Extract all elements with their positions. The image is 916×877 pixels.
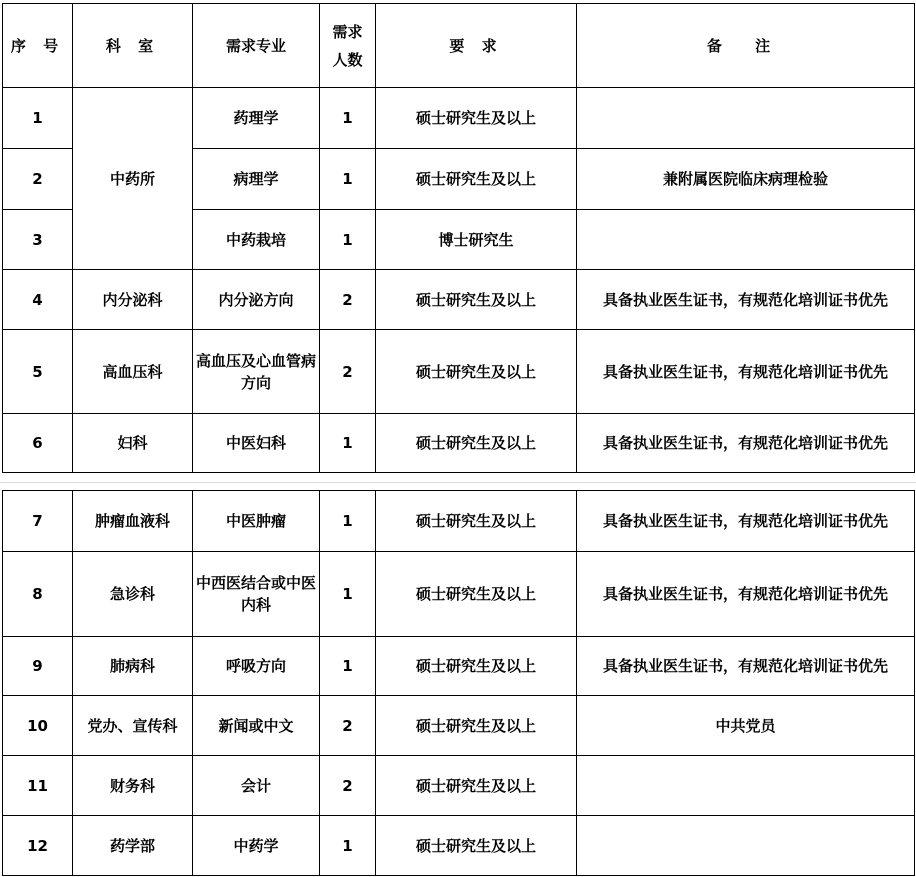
table-row: [3, 756, 915, 816]
cell-dept: 党办、宣传科: [73, 696, 193, 756]
cell-req: 硕士研究生及以上: [376, 816, 577, 876]
cell-count: 2: [320, 756, 376, 816]
cell-req: 硕士研究生及以上: [376, 414, 577, 473]
cell-note: [577, 756, 915, 816]
cell-req: 博士研究生: [376, 210, 577, 270]
cell-count: 1: [320, 414, 376, 473]
table-row: [3, 88, 915, 149]
cell-dept: 肺病科: [73, 637, 193, 696]
cell-req: 硕士研究生及以上: [376, 491, 577, 552]
cell-major: 中药学: [193, 816, 320, 876]
cell-count: 1: [320, 491, 376, 552]
cell-dept: 内分泌科: [73, 270, 193, 330]
cell-major: 中医肿瘤: [193, 491, 320, 552]
table-row: [3, 491, 915, 552]
table-row: [3, 637, 915, 696]
cell-req: 硕士研究生及以上: [376, 149, 577, 210]
cell-count: 1: [320, 149, 376, 210]
cell-dept: 肿瘤血液科: [73, 491, 193, 552]
cell-seq: 8: [3, 552, 73, 637]
cell-seq: 1: [3, 88, 73, 149]
cell-req: 硕士研究生及以上: [376, 88, 577, 149]
cell-count: 1: [320, 210, 376, 270]
recruitment-table-part-1: [2, 3, 915, 473]
cell-req: 硕士研究生及以上: [376, 330, 577, 414]
table-row: [3, 270, 915, 330]
cell-req: 硕士研究生及以上: [376, 552, 577, 637]
cell-major: 新闻或中文: [193, 696, 320, 756]
cell-note: [577, 210, 915, 270]
cell-major: 中西医结合或中医内科: [193, 552, 320, 637]
cell-seq: 5: [3, 330, 73, 414]
cell-note: [577, 88, 915, 149]
cell-major: 呼吸方向: [193, 637, 320, 696]
cell-note: 具备执业医生证书，有规范化培训证书优先: [577, 491, 915, 552]
cell-seq: 2: [3, 149, 73, 210]
cell-note: 中共党员: [577, 696, 915, 756]
cell-count: 1: [320, 816, 376, 876]
cell-note: 兼附属医院临床病理检验: [577, 149, 915, 210]
cell-seq: 9: [3, 637, 73, 696]
cell-major: 高血压及心血管病方向: [193, 330, 320, 414]
cell-note: 具备执业医生证书，有规范化培训证书优先: [577, 637, 915, 696]
cell-dept: 中药所: [73, 88, 193, 270]
table-row: [3, 816, 915, 876]
table-row: [3, 552, 915, 637]
recruitment-table-part-2: [2, 490, 915, 876]
cell-seq: 4: [3, 270, 73, 330]
cell-note: [577, 816, 915, 876]
cell-note: 具备执业医生证书，有规范化培训证书优先: [577, 414, 915, 473]
cell-major: 药理学: [193, 88, 320, 149]
cell-count: 2: [320, 270, 376, 330]
cell-count: 2: [320, 696, 376, 756]
cell-major: 中药栽培: [193, 210, 320, 270]
cell-dept: 财务科: [73, 756, 193, 816]
cell-note: 具备执业医生证书，有规范化培训证书优先: [577, 330, 915, 414]
cell-seq: 7: [3, 491, 73, 552]
cell-req: 硕士研究生及以上: [376, 637, 577, 696]
header-note: 备 注: [577, 4, 915, 88]
cell-req: 硕士研究生及以上: [376, 756, 577, 816]
cell-seq: 11: [3, 756, 73, 816]
table-header-row: [3, 4, 915, 88]
cell-dept: 药学部: [73, 816, 193, 876]
header-count: 需求人数: [320, 4, 376, 88]
header-dept: 科 室: [73, 4, 193, 88]
header-major: 需求专业: [193, 4, 320, 88]
cell-seq: 12: [3, 816, 73, 876]
cell-major: 会计: [193, 756, 320, 816]
table-row: [3, 696, 915, 756]
cell-note: 具备执业医生证书，有规范化培训证书优先: [577, 552, 915, 637]
cell-dept: 高血压科: [73, 330, 193, 414]
cell-dept: 妇科: [73, 414, 193, 473]
cell-seq: 6: [3, 414, 73, 473]
cell-dept: 急诊科: [73, 552, 193, 637]
cell-req: 硕士研究生及以上: [376, 270, 577, 330]
cell-count: 2: [320, 330, 376, 414]
table-row: [3, 414, 915, 473]
cell-seq: 3: [3, 210, 73, 270]
header-req: 要 求: [376, 4, 577, 88]
cell-count: 1: [320, 88, 376, 149]
cell-note: 具备执业医生证书，有规范化培训证书优先: [577, 270, 915, 330]
header-seq: 序 号: [3, 4, 73, 88]
cell-seq: 10: [3, 696, 73, 756]
page-break-divider: [0, 482, 916, 483]
cell-req: 硕士研究生及以上: [376, 696, 577, 756]
table-row: [3, 330, 915, 414]
cell-count: 1: [320, 637, 376, 696]
cell-major: 中医妇科: [193, 414, 320, 473]
cell-count: 1: [320, 552, 376, 637]
cell-major: 内分泌方向: [193, 270, 320, 330]
cell-major: 病理学: [193, 149, 320, 210]
